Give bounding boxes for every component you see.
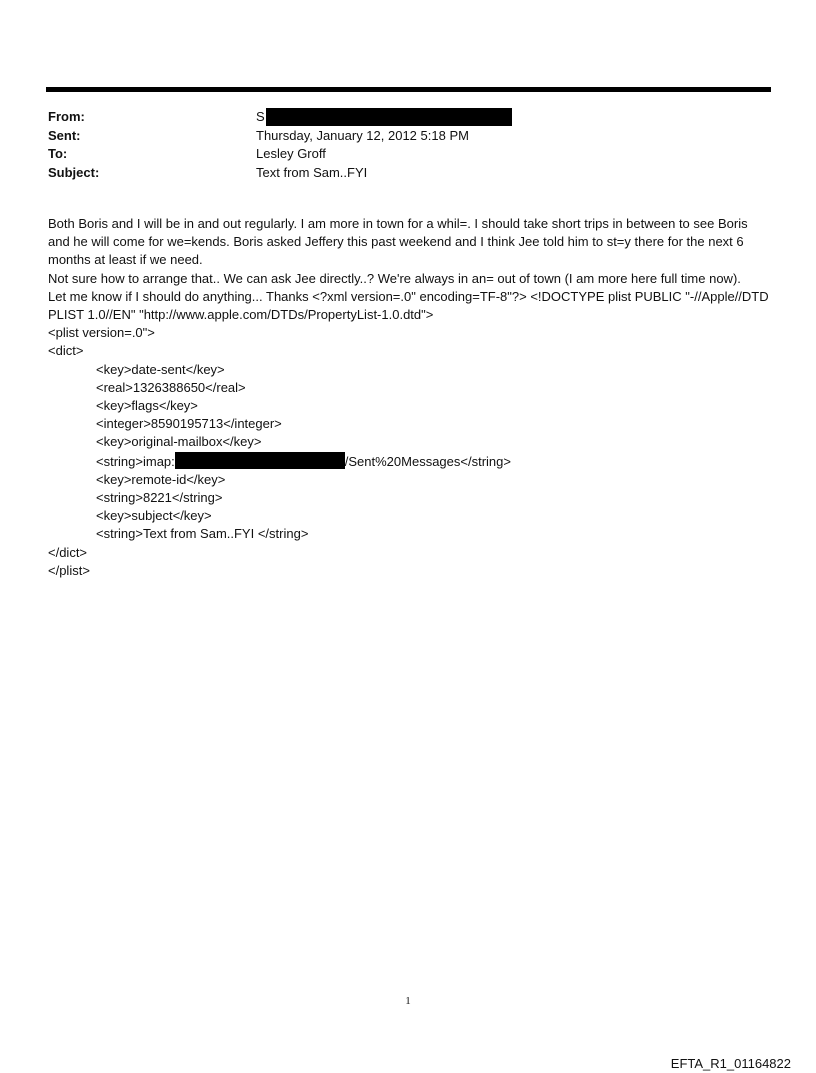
plist-line: <integer>8590195713</integer>	[96, 416, 282, 432]
document-id: EFTA_R1_01164822	[670, 1056, 791, 1071]
plist-line: <key>date-sent</key>	[96, 361, 225, 377]
plist-line: <string>Text from Sam..FYI </string>	[96, 526, 309, 542]
plist-close-line: </plist>	[48, 562, 90, 578]
subject-label: Subject:	[48, 164, 100, 180]
subject-value: Text from Sam..FYI	[256, 164, 368, 180]
to-label: To:	[48, 146, 68, 161]
email-body	[48, 215, 772, 580]
plist-open-line: <plist version=.0">	[48, 325, 155, 341]
plist-line: <key>subject</key>	[96, 508, 212, 524]
plist-line: <string>8221</string>	[96, 490, 223, 506]
body-paragraph-2: Not sure how to arrange that.. We can ask Jee directly..? We're always in an= out of town (I am more here full time now).	[48, 270, 741, 286]
plist-line: <key>flags</key>	[96, 398, 198, 414]
dict-close-line: </dict>	[48, 544, 88, 560]
dict-open-line: <dict>	[48, 343, 84, 359]
plist-line-imap	[48, 452, 772, 471]
from-value-text: S	[256, 109, 265, 124]
imap-suffix: /Sent%20Messages</string>	[344, 453, 511, 469]
plist-line: <real>1326388650</real>	[96, 379, 246, 395]
header-rule	[46, 87, 771, 92]
imap-prefix: <string>imap:	[96, 453, 175, 469]
from-row	[48, 108, 768, 127]
plist-line: <key>remote-id</key>	[96, 471, 226, 487]
from-label: From:	[48, 109, 85, 124]
body-paragraph-1: Both Boris and I will be in and out regularly. I am more in town for a whil=. I should take short trips in between to see Boris and he will come for we=kends. Boris asked Jeffery this past weekend and I think Jee told him to st=y there for the next 6 months at least if we need.	[48, 216, 748, 268]
redaction-block	[175, 452, 345, 469]
sent-row	[48, 127, 768, 146]
from-value	[256, 108, 512, 127]
email-header	[48, 108, 768, 182]
subject-row	[48, 164, 768, 183]
to-value: Lesley Groff	[256, 146, 326, 161]
redaction-block	[266, 108, 512, 126]
plist-line: <key>original-mailbox</key>	[96, 434, 262, 450]
body-paragraph-3: Let me know if I should do anything... Thanks <?xml version=.0" encoding=TF-8"?> <!DOCTYPE plist PUBLIC "-//Apple//DTD PLIST 1.0//EN" "http://www.apple.com/DTDs/PropertyList-1.0.dtd">	[48, 288, 769, 323]
sent-label: Sent:	[48, 127, 81, 143]
page-number: 1	[405, 995, 411, 1007]
sent-value: Thursday, January 12, 2012 5:18 PM	[256, 127, 469, 143]
to-row	[48, 145, 768, 164]
